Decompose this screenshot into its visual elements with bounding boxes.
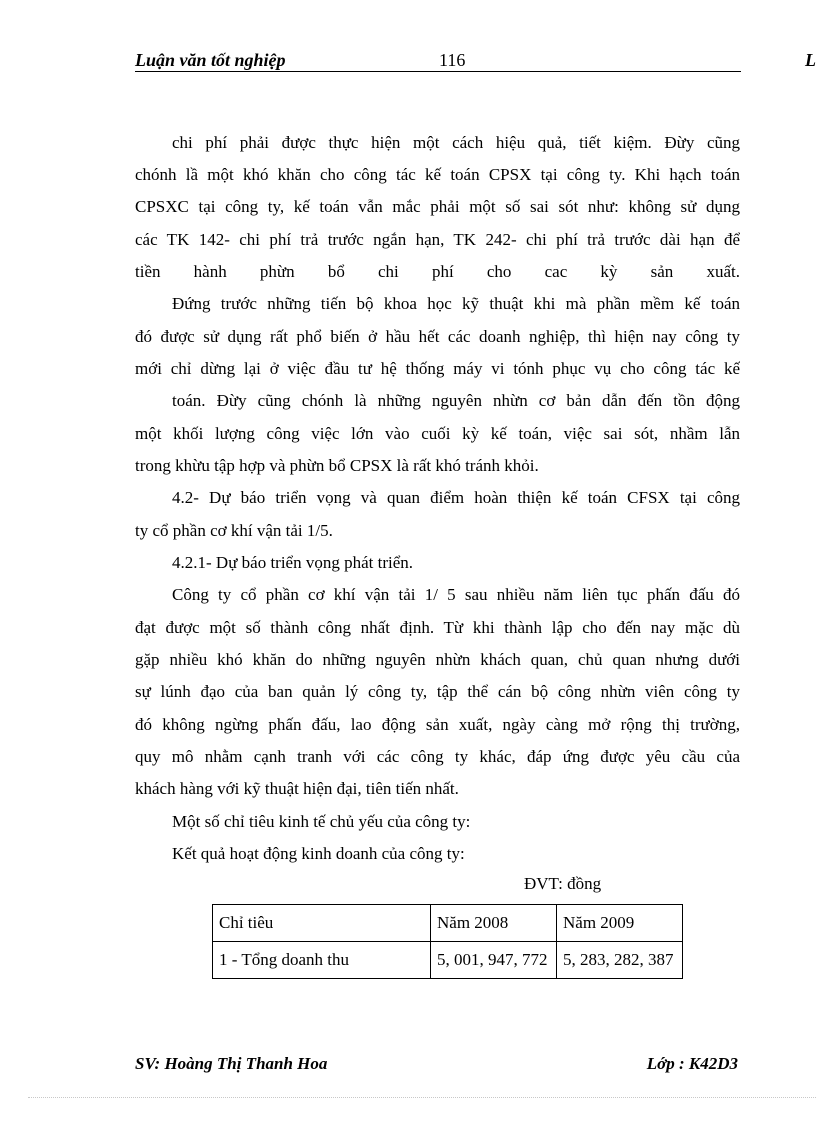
table-header-cell: Năm 2008: [431, 905, 557, 942]
table-header-row: [213, 905, 683, 942]
table-cell: 1 - Tổng doanh thu: [213, 942, 431, 979]
body-line: chónh lầ một khó khăn cho công tác kế toán CPSX tại công ty. Khi hạch toán: [135, 165, 740, 184]
body-line: đó được sử dụng rất phổ biến ở hầu hết các doanh nghiệp, thì hiện nay công ty: [135, 327, 740, 346]
table-header-cell: Chỉ tiêu: [213, 905, 431, 942]
header-edge-text: L: [805, 50, 816, 70]
body-line: các TK 142- chi phí trả trước ngắn hạn, TK 242- chi phí trả trước dài hạn để: [135, 230, 740, 249]
page-header: [135, 48, 816, 72]
body-line: tiền hành phừn bổ chi phí cho cac kỳ sản xuất.: [135, 262, 740, 281]
body-line: Đứng trước những tiến bộ khoa học kỹ thuật khi mà phần mềm kế toán: [172, 294, 740, 313]
body-line: Một số chỉ tiêu kinh tế chủ yếu của công ty:: [172, 812, 471, 831]
subsection-heading: 4.2.1- Dự báo triển vọng phát triển.: [172, 553, 414, 572]
body-line: mới chỉ dừng lại ở việc đầu tư hệ thống máy vi tónh phục vụ cho công tác kế: [135, 359, 740, 378]
table-row: [213, 942, 683, 979]
body-line: trong khừu tập hợp và phừn bổ CPSX là rất khó tránh khỏi.: [135, 456, 539, 475]
page-bottom-rule: [28, 1097, 816, 1098]
body-line: gặp nhiều khó khăn do những nguyên nhừn khách quan, chủ quan nhưng dưới: [135, 650, 740, 669]
body-line: đó không ngừng phấn đấu, lao động sản xuất, ngày càng mở rộng thị trường,: [135, 715, 740, 734]
unit-note: ĐVT: đồng: [524, 874, 602, 893]
body-line: Công ty cổ phần cơ khí vận tải 1/ 5 sau nhiều năm liên tục phấn đấu đó: [172, 585, 740, 604]
results-table: [212, 904, 683, 979]
section-heading-line: 4.2- Dự báo triển vọng và quan điểm hoàn thiện kế toán CFSX tại công: [172, 488, 740, 507]
body-line: CPSXC tại công ty, kế toán vẫn mắc phải một số sai sót như: không sử dụng: [135, 197, 740, 216]
body-line: quy mô nhằm cạnh tranh với các công ty khác, đáp ứng được yêu cầu của: [135, 747, 740, 766]
section-heading-line: ty cổ phần cơ khí vận tải 1/5.: [135, 521, 333, 540]
body-line: đạt được một số thành công nhất định. Từ khi thành lập cho đến nay mặc dù: [135, 618, 740, 637]
body-line: toán. Đừy cũng chónh là những nguyên nhừn cơ bản dẫn đến tồn động: [172, 391, 740, 410]
table-header-cell: Năm 2009: [557, 905, 683, 942]
page-number: 116: [439, 50, 466, 70]
thesis-title: Luận văn tốt nghiệp: [135, 50, 286, 70]
footer-student: SV: Hoàng Thị Thanh Hoa: [135, 1054, 328, 1073]
body-line: một khối lượng công việc lớn vào cuối kỳ kế toán, việc sai sót, nhầm lẫn: [135, 424, 740, 443]
table-cell: 5, 001, 947, 772: [431, 942, 557, 979]
body-line: khách hàng với kỹ thuật hiện đại, tiên tiến nhất.: [135, 779, 459, 798]
header-rule: [135, 71, 741, 72]
body-line: Kết quả hoạt động kinh doanh của công ty:: [172, 844, 465, 863]
body-line: sự lúnh đạo của ban quản lý công ty, tập thể cán bộ công nhừn viên công ty: [135, 682, 740, 701]
footer-class: Lớp : K42D3: [646, 1054, 738, 1073]
table-cell: 5, 283, 282, 387: [557, 942, 683, 979]
body-line: chi phí phải được thực hiện một cách hiệu quả, tiết kiệm. Đừy cũng: [172, 133, 740, 152]
